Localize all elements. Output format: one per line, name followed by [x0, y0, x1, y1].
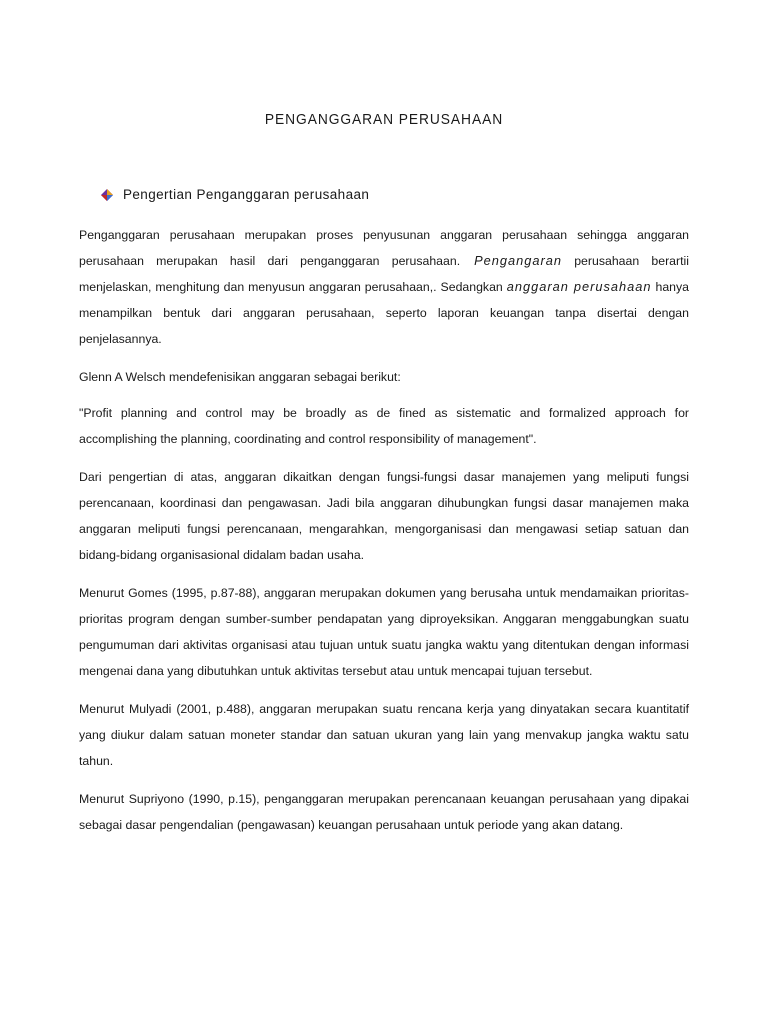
- page-title: PENGANGGARAN PERUSAHAAN: [264, 111, 504, 128]
- diamond-bullet-icon: [101, 189, 113, 201]
- paragraph-mulyadi: Menurut Mulyadi (2001, p.488), anggaran merupakan suatu rencana kerja yang dinyatakan secara kuantitatif yang diukur dalam satuan moneter standar dan satuan ukuran yang lain yang menvakup jangka waktu satu tahun.: [79, 702, 689, 768]
- paragraph-gomes: Menurut Gomes (1995, p.87-88), anggaran merupakan dokumen yang berusaha untuk mendamaikan prioritas-prioritas program dengan sumber-sumber pendapatan yang diproyeksikan. Anggaran menggabungkan suatu pengumuman dari aktivitas organisasi atau tujuan untuk suatu jangka waktu yang ditentukan dengan informasi mengenai dana yang dibutuhkan untuk aktivitas tersebut atau untuk mencapai tujuan tersebut.: [79, 586, 689, 678]
- section-heading: [101, 187, 369, 202]
- italic-term: anggaran perusahaan: [506, 279, 652, 294]
- paragraph-supriyono: Menurut Supriyono (1990, p.15), penganggaran merupakan perencanaan keuangan perusahaan yang dipakai sebagai dasar pengendalian (pengawasan) keuangan perusahaan untuk periode yang akan datang.: [79, 792, 689, 832]
- paragraph-explanation: Dari pengertian di atas, anggaran dikaitkan dengan fungsi-fungsi dasar manajemen yang meliputi fungsi perencanaan, koordinasi dan pengawasan. Jadi bila anggaran dihubungkan fungsi dasar manajemen maka anggaran meliputi fungsi perencanaan, mengarahkan, mengorganisasi dan mengawasi setiap satuan dan bidang-bidang organisasional didalam badan usaha.: [79, 470, 689, 562]
- paragraph-welsch-intro: Glenn A Welsch mendefenisikan anggaran sebagai berikut:: [79, 370, 401, 384]
- paragraph-text: perusahaan berartii menjelaskan, menghitung dan menyusun anggaran perusahaan,. Sedangkan: [79, 254, 689, 294]
- document-body: [79, 222, 689, 850]
- italic-term: Pengangaran: [474, 253, 562, 268]
- paragraph-text: Penganggaran perusahaan merupakan proses penyusunan anggaran perusahaan sehingga anggaran perusahaan merupakan hasil dari penganggaran perusahaan.: [79, 228, 689, 268]
- paragraph-text: hanya menampilkan bentuk dari anggaran perusahaan, seperto laporan keuangan tanpa disertai dengan penjelasannya.: [79, 280, 690, 346]
- paragraph-definition: [79, 222, 689, 352]
- paragraph-welsch-quote: "Profit planning and control may be broadly as de fined as sistematic and formalized approach for accomplishing the planning, coordinating and control responsibility of management".: [79, 406, 689, 446]
- section-heading-text: Pengertian Penganggaran perusahaan: [123, 187, 370, 202]
